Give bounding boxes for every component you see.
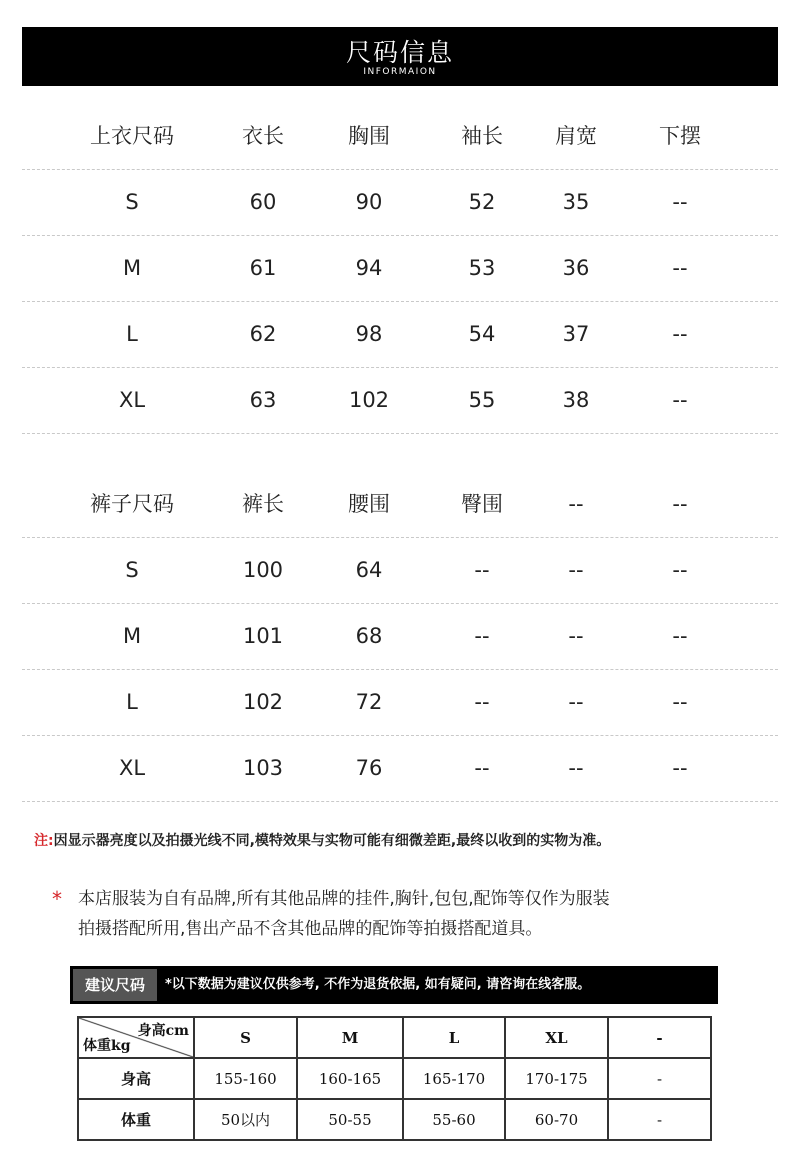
table-cell: 90 [355, 190, 383, 214]
table-cell: -- [672, 190, 688, 214]
recommend-header-bar [70, 966, 718, 1004]
asterisk-icon: * [52, 887, 62, 911]
header-cell: 肩宽 [555, 124, 597, 148]
table-cell: 170-175 [505, 1058, 608, 1099]
table-cell: 76 [355, 756, 383, 780]
table-cell: -- [672, 690, 688, 714]
table-cell: 64 [355, 558, 383, 582]
table-cell: L [126, 322, 138, 346]
table-cell: -- [474, 756, 490, 780]
header-cell: 上衣尺码 [90, 124, 174, 148]
table-cell: 60 [249, 190, 277, 214]
note-text: 因显示器亮度以及拍摄光线不同,模特效果与实物可能有细微差距,最终以收到的实物为准。 [53, 833, 611, 849]
table-cell: -- [672, 256, 688, 280]
table-cell: 61 [249, 256, 277, 280]
table-cell: -- [474, 690, 490, 714]
table-cell: -- [568, 624, 584, 648]
header-cell: 裤子尺码 [90, 492, 174, 516]
table-row [22, 670, 778, 736]
corner-cell [78, 1017, 194, 1058]
tops-size-table [22, 104, 778, 434]
table-cell: 63 [249, 388, 277, 412]
table-cell: 60-70 [505, 1099, 608, 1140]
table-cell: XL [118, 756, 146, 780]
header-cell: 臀围 [461, 492, 503, 516]
table-cell: S [125, 558, 139, 582]
table-header-row [22, 104, 778, 170]
table-cell: 160-165 [297, 1058, 403, 1099]
table-cell: 36 [562, 256, 590, 280]
table-row [22, 368, 778, 434]
table-cell: 62 [249, 322, 277, 346]
table-cell: M [122, 624, 142, 648]
table-row [22, 736, 778, 802]
table-cell: M [122, 256, 142, 280]
table-cell: -- [474, 558, 490, 582]
table-row [22, 170, 778, 236]
table-cell: -- [672, 624, 688, 648]
header-cell: -- [672, 492, 688, 516]
recommend-size-table [77, 1016, 712, 1141]
header-cell: - [608, 1017, 711, 1058]
header-cell: 袖长 [461, 124, 503, 148]
table-row [78, 1058, 711, 1099]
table-cell: 155-160 [194, 1058, 297, 1099]
weight-unit-label: 体重kg [83, 1038, 131, 1054]
recommend-label: 建议尺码 [73, 969, 157, 1001]
header-cell: M [297, 1017, 403, 1058]
table-cell: 72 [355, 690, 383, 714]
table-cell: 50-55 [297, 1099, 403, 1140]
table-cell: - [608, 1058, 711, 1099]
table-cell: -- [568, 558, 584, 582]
table-cell: 103 [242, 756, 284, 780]
header-cell: -- [568, 492, 584, 516]
header-cell: 裤长 [242, 492, 284, 516]
row-label: 身高 [78, 1058, 194, 1099]
table-row [22, 538, 778, 604]
table-cell: -- [568, 690, 584, 714]
table-cell: 102 [242, 690, 284, 714]
recommend-disclaimer: *以下数据为建议仅供参考, 不作为退货依据, 如有疑问, 请咨询在线客服。 [165, 977, 591, 992]
table-cell: - [608, 1099, 711, 1140]
height-unit-label: 身高cm [137, 1023, 189, 1039]
notice-line-2: 拍摄搭配所用,售出产品不含其他品牌的配饰等拍摄搭配道具。 [78, 919, 543, 939]
header-cell: L [403, 1017, 505, 1058]
header-cell: 下摆 [659, 124, 701, 148]
row-label: 体重 [78, 1099, 194, 1140]
table-cell: 68 [355, 624, 383, 648]
table-cell: 98 [355, 322, 383, 346]
table-header-row [78, 1017, 711, 1058]
pants-size-table [22, 472, 778, 802]
disclaimer-note [34, 830, 610, 850]
notice-line-1: 本店服装为自有品牌,所有其他品牌的挂件,胸针,包包,配饰等仅作为服装 [78, 889, 610, 909]
table-cell: 102 [348, 388, 390, 412]
brand-notice [52, 884, 610, 944]
table-cell: 50以内 [194, 1099, 297, 1140]
table-cell: 165-170 [403, 1058, 505, 1099]
table-cell: -- [474, 624, 490, 648]
note-prefix: 注: [34, 833, 54, 849]
table-cell: 37 [562, 322, 590, 346]
table-cell: -- [672, 558, 688, 582]
header-cell: S [194, 1017, 297, 1058]
table-header-row [22, 472, 778, 538]
table-row [78, 1099, 711, 1140]
table-row [22, 236, 778, 302]
table-cell: 54 [468, 322, 496, 346]
table-cell: XL [118, 388, 146, 412]
table-row [22, 604, 778, 670]
section-banner [22, 27, 778, 86]
table-cell: 55-60 [403, 1099, 505, 1140]
table-cell: -- [672, 388, 688, 412]
table-cell: S [125, 190, 139, 214]
table-row [22, 302, 778, 368]
table-cell: 38 [562, 388, 590, 412]
banner-title: 尺码信息 [345, 38, 454, 67]
table-cell: 100 [242, 558, 284, 582]
table-cell: 101 [242, 624, 284, 648]
banner-subtitle: INFORMAION [363, 67, 437, 77]
table-cell: 55 [468, 388, 496, 412]
table-cell: -- [672, 756, 688, 780]
table-cell: -- [568, 756, 584, 780]
table-cell: 53 [468, 256, 496, 280]
header-cell: 衣长 [242, 124, 284, 148]
table-cell: 52 [468, 190, 496, 214]
header-cell: 腰围 [348, 492, 390, 516]
table-cell: 35 [562, 190, 590, 214]
table-cell: L [126, 690, 138, 714]
header-cell: 胸围 [348, 124, 390, 148]
table-cell: 94 [355, 256, 383, 280]
header-cell: XL [505, 1017, 608, 1058]
table-cell: -- [672, 322, 688, 346]
